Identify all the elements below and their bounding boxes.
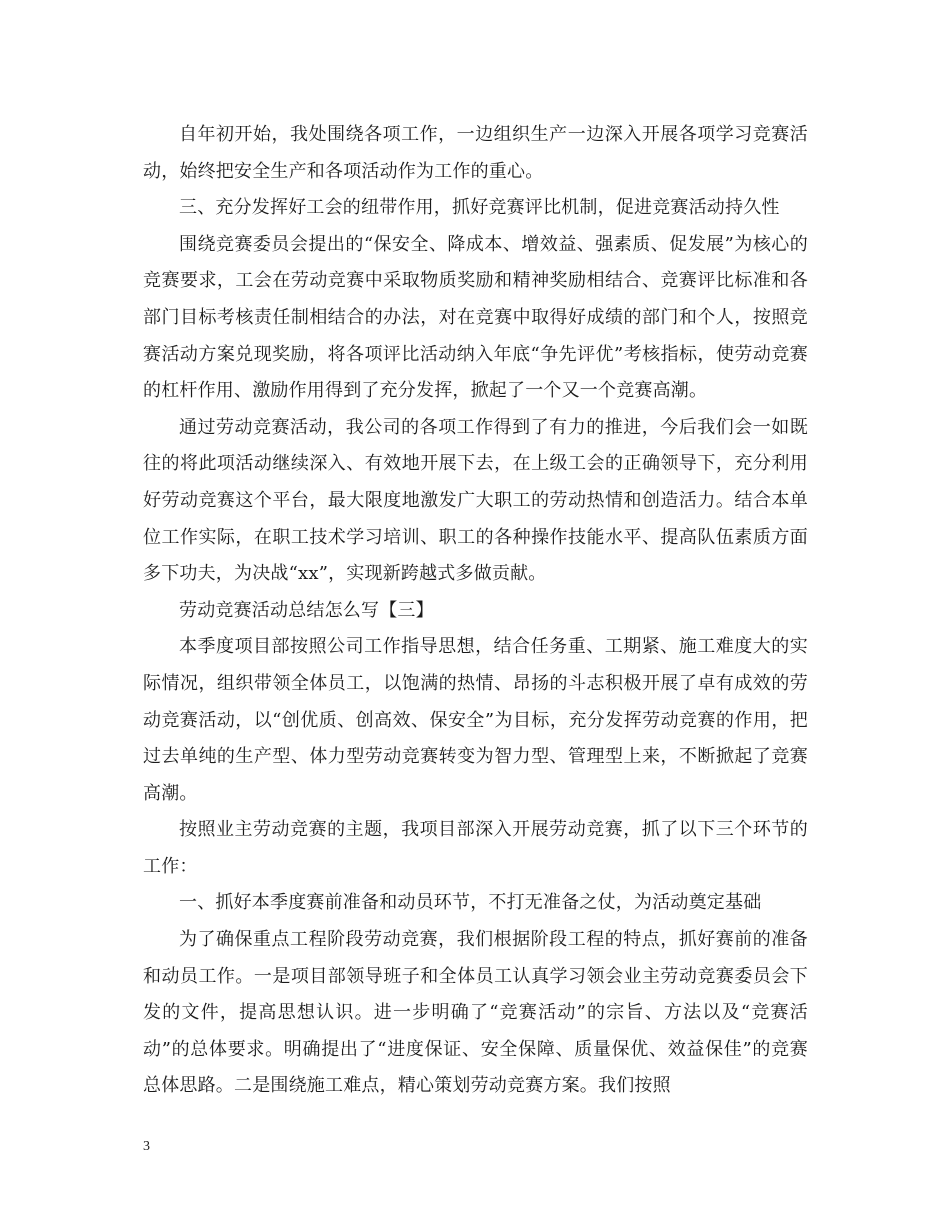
document-body [143,117,808,1105]
paragraph-intro: 自年初开始，我处围绕各项工作，一边组织生产一边深入开展各项学习竞赛活动，始终把安全生产和各项活动作为工作的重心。 [143,124,808,182]
paragraph-quarter-summary: 本季度项目部按照公司工作指导思想，结合任务重、工期紧、施工难度大的实际情况，组织带领全体员工，以饱满的热情、昂扬的斗志积极开展了卓有成效的劳动竞赛活动，以“创优质、创高效、保安全”为目标，充分发挥劳动竞赛的作用，把过去单纯的生产型、体力型劳动竞赛转变为智力型、管理型上来，不断掀起了竞赛高潮。 [143,636,808,804]
page-number: 3 [143,1139,150,1154]
paragraph-competition-requirements: 围绕竞赛委员会提出的“保安全、降成本、增效益、强素质、促发展”为核心的竞赛要求，工会在劳动竞赛中采取物质奖励和精神奖励相结合、竞赛评比标准和各部门目标考核责任制相结合的办法，对在竞赛中取得好成绩的部门和个人，按照竞赛活动方案兑现奖励，将各项评比活动纳入年底“争先评优”考核指标，使劳动竞赛的杠杆作用、激励作用得到了充分发挥，掀起了一个又一个竞赛高潮。 [143,233,808,402]
paragraph-three-steps: 按照业主劳动竞赛的主题，我项目部深入开展劳动竞赛，抓了以下三个环节的工作： [143,819,808,877]
section-heading-one: 一、抓好本季度赛前准备和动员环节，不打无准备之仗，为活动奠定基础 [179,892,762,914]
paragraph-preparation: 为了确保重点工程阶段劳动竞赛，我们根据阶段工程的特点，抓好赛前的准备和动员工作。一是项目部领导班子和全体员工认真学习领会业主劳动竞赛委员会下发的文件，提高思想认识。进一步明确了“竞赛活动”的宗旨、方法以及“竞赛活动”的总体要求。明确提出了“进度保证、安全保障、质量保优、效益保佳”的竞赛总体思路。二是围绕施工难点，精心策划劳动竞赛方案。我们按照 [143,929,808,1097]
article-title-three: 劳动竞赛活动总结怎么写【三】 [179,599,434,621]
paragraph-outlook: 通过劳动竞赛活动，我公司的各项工作得到了有力的推进，今后我们会一如既往的将此项活动继续深入、有效地开展下去，在上级工会的正确领导下，充分利用好劳动竞赛这个平台，最大限度地激发广大职工的劳动热情和创造活力。结合本单位工作实际，在职工技术学习培训、职工的各种操作技能水平、提高队伍素质方面多下功夫，为决战“xx”，实现新跨越式多做贡献。 [143,416,808,585]
section-heading-three: 三、充分发挥好工会的纽带作用，抓好竞赛评比机制，促进竞赛活动持久性 [179,197,780,219]
